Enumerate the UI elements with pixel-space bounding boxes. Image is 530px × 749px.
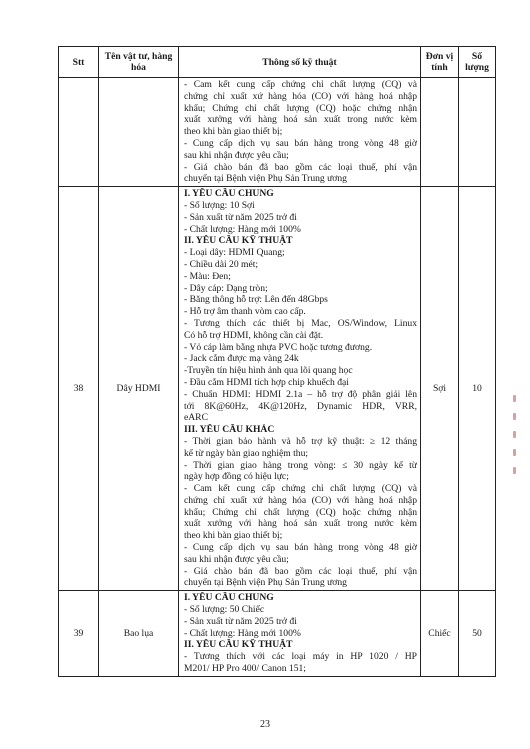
spec-section-heading: I. YÊU CẦU CHUNG (184, 188, 274, 200)
row39-name: Bao lụa (99, 591, 179, 677)
spec-line: - Thời gian bảo hành và hỗ trợ kỹ thuật: ≥ 12 tháng (184, 435, 417, 447)
spec-line: sau khi nhận được yêu cầu; (184, 149, 289, 161)
row39-unit: Chiếc (421, 591, 459, 677)
row39-spec-cell (179, 591, 421, 677)
margin-mark (513, 431, 516, 438)
spec-line: - Chất lượng: Hàng mới 100% (184, 223, 301, 235)
spec-line: - Giá chào bán đã bao gồm các loại thuế, phí vận (184, 565, 417, 577)
spec-line: - Hỗ trợ âm thanh vòm cao cấp. (184, 306, 306, 318)
spec-line: khẩu; Chứng chỉ chất lượng (CQ) hoặc chứng nhận (184, 102, 417, 114)
spec-line: sau khi nhận được yêu cầu; (184, 553, 289, 565)
spec-line: - Cung cấp dịch vụ sau bán hàng trong vòng 48 giờ (184, 137, 417, 149)
spec-line: - Chiều dài 20 mét; (184, 258, 259, 270)
spec-line: chuyển tại Bệnh viện Phụ Sản Trung ương (184, 173, 347, 185)
spec-line: theo khi bàn giao thiết bị; (184, 530, 283, 542)
spec-line: tới 8K@60Hz, 4K@120Hz, Dynamic HDR, VRR, (184, 400, 417, 412)
cont-qty (459, 78, 496, 187)
spec-line: theo khi bàn giao thiết bị; (184, 126, 283, 138)
spec-line: Có hỗ trợ HDMI, không cần cài đặt. (184, 329, 324, 341)
spec-line: kể từ ngày bàn giao nghiệm thu; (184, 447, 309, 459)
cont-spec-cell (179, 78, 421, 187)
cont-name (99, 78, 179, 187)
header-name: Tên vật tư, hàng hóa (99, 47, 179, 78)
row38-unit: Sợi (421, 187, 459, 591)
spec-line: khẩu; Chứng chỉ chất lượng (CQ) hoặc chứng nhận (184, 506, 417, 518)
spec-line: - Chuẩn HDMI: HDMI 2.1a – hỗ trợ độ phân giải lên (184, 388, 417, 400)
spec-section-heading: I. YÊU CẦU CHUNG (184, 592, 274, 604)
header-qty: Số lượng (459, 47, 496, 78)
spec-line: - Thời gian giao hàng trong vòng: ≤ 30 ngày kể từ (184, 459, 417, 471)
spec-line: - Vỏ cáp làm bằng nhựa PVC hoặc tương đương. (184, 341, 373, 353)
spec-line: - Giá chào bán đã bao gồm các loại thuế, phí vận (184, 161, 417, 173)
spec-line: xuất xưởng với hàng hoá sản xuất trong nước kèm (184, 114, 417, 126)
spec-line: - Tương thích các thiết bị Mac, OS/Window, Linux (184, 317, 417, 329)
table-row-continued (59, 78, 496, 187)
spec-line: - Sản xuất từ năm 2025 trở đi (184, 211, 297, 223)
margin-mark (513, 467, 516, 474)
margin-mark (513, 449, 516, 456)
spec-line: - Cung cấp dịch vụ sau bán hàng trong vòng 48 giờ (184, 542, 417, 554)
spec-line: - Jack cắm được mạ vàng 24k (184, 353, 299, 365)
spec-section-heading: II. YÊU CẦU KỸ THUẬT (184, 235, 293, 247)
spec-section-heading: II. YÊU CẦU KỸ THUẬT (184, 639, 293, 651)
header-spec: Thông số kỹ thuật (179, 47, 421, 78)
spec-line: - Băng thông hỗ trợ: Lên đến 48Gbps (184, 294, 328, 306)
row38-name: Dây HDMI (99, 187, 179, 591)
margin-mark (513, 395, 516, 402)
row38-stt: 38 (59, 187, 99, 591)
header-stt: Stt (59, 47, 99, 78)
spec-line: - Màu: Đen; (184, 270, 231, 282)
spec-line: - Số lượng: 50 Chiếc (184, 604, 265, 616)
spec-line: - Số lượng: 10 Sợi (184, 199, 255, 211)
table-row-39 (59, 591, 496, 677)
spec-line: - Tương thích với các loại máy in HP 1020 / HP (184, 651, 417, 663)
spec-sheet (58, 46, 495, 677)
spec-line: chứng chỉ xuất xứ hàng hóa (CO) với hàng hoá nhập (184, 90, 417, 102)
cont-unit (421, 78, 459, 187)
table-header-row (59, 47, 496, 78)
spec-section-heading: III. YÊU CẦU KHÁC (184, 424, 275, 436)
spec-line: chuyển tại Bệnh viện Phụ Sản Trung ương (184, 577, 347, 589)
spec-line: eARC (184, 412, 208, 424)
table-row-38 (59, 187, 496, 591)
row39-qty: 50 (459, 591, 496, 677)
row38-spec-cell (179, 187, 421, 591)
spec-line: - Sản xuất từ năm 2025 trở đi (184, 615, 297, 627)
page-number: 23 (260, 719, 270, 730)
margin-mark (513, 413, 516, 420)
spec-line: -Truyền tín hiệu hình ảnh qua lõi quang học (184, 365, 353, 377)
spec-line: ngày hợp đồng có hiệu lực; (184, 471, 289, 483)
row39-stt: 39 (59, 591, 99, 677)
spec-line: M201/ HP Pro 400/ Canon 151; (184, 663, 306, 675)
spec-line: - Cam kết cung cấp chứng chỉ chất lượng (CQ) và (184, 79, 417, 90)
spec-line: - Chất lượng: Hàng mới 100% (184, 627, 301, 639)
spec-line: - Đầu cắm HDMI tích hợp chip khuếch đại (184, 376, 349, 388)
spec-line: - Loại dây: HDMI Quang; (184, 247, 285, 259)
margin-marks (511, 395, 519, 485)
spec-line: - Dây cáp: Dạng tròn; (184, 282, 268, 294)
spec-line: - Cam kết cung cấp chứng chỉ chất lượng (CQ) và (184, 483, 417, 495)
spec-line: chứng chỉ xuất xứ hàng hóa (CO) với hàng hoá nhập (184, 494, 417, 506)
row38-qty: 10 (459, 187, 496, 591)
spec-line: xuất xưởng với hàng hoá sản xuất trong nước kèm (184, 518, 417, 530)
cont-stt (59, 78, 99, 187)
header-unit: Đơn vị tính (421, 47, 459, 78)
spec-table (58, 46, 496, 677)
